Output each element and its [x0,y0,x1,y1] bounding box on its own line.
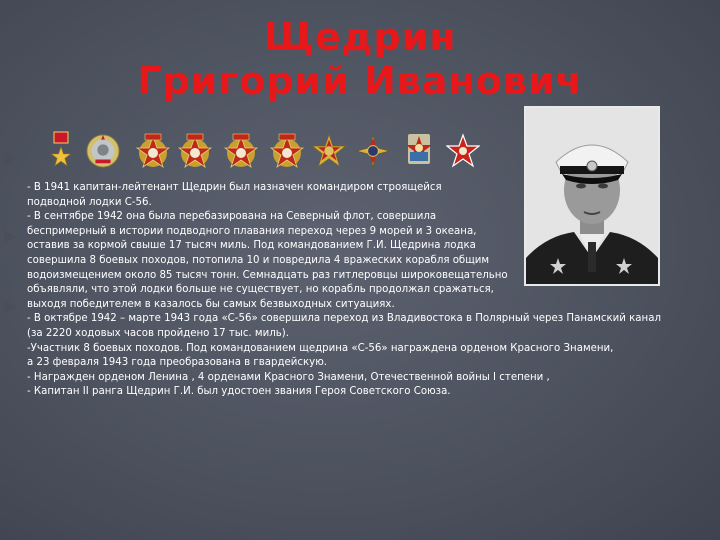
bio-line: беспримерный в истории подводного плавания переход через 9 морей и 3 океана, [27,225,477,237]
bullet-arrow-icon [4,152,16,166]
red-star-order-icon [446,131,480,171]
bio-line: - В 1941 капитан-лейтенант Щедрин был назначен командиром строящейся [27,182,442,193]
red-banner-order-icon [224,131,258,171]
hero-star-medal-icon [44,131,78,171]
biography-text [27,181,707,400]
bio-line: совершила 8 боевых походов, потопила 10 и повредила 4 вражеских корабля общим [27,254,490,266]
bio-line: а 23 февраля 1943 года преобразована в гвардейскую. [27,357,328,369]
patriotic-war-order-icon [312,131,346,171]
red-banner-order-icon [270,131,304,171]
bio-line: (за 2220 ходовых часов пройдено 17 тыс. миль). [27,327,289,339]
bio-line: - Капитан II ранга Щедрин Г.И. был удостоен звания Героя Советского Союза. [27,386,451,398]
bio-line: подводной лодки С-56. [27,196,152,208]
bio-line: - В сентябре 1942 она была перебазирована на Северный флот, совершила [27,211,437,223]
slide-title-line-1: Щедрин [263,15,457,59]
lenin-order-icon [86,131,120,171]
slide-title-line-2: Григорий Иванович [137,59,583,103]
red-banner-order-icon [178,131,212,171]
bio-line: оставив за кормой свыше 17 тысяч миль. Под командованием Г.И. Щедрина лодка [27,240,476,252]
bullet-arrow-icon [4,300,16,314]
bio-line: выходя победителем в казалось бы самых безвыходных ситуациях. [27,298,395,310]
red-banner-order-icon [136,131,170,171]
bio-line: объявляли, что этой лодки больше не существует, но корабль продолжал сражаться, [27,284,494,296]
bio-line: - Награжден орденом Ленина , 4 орденами Красного Знамени, Отечественной войны I степени , [27,371,550,383]
bio-line: -Участник 8 боевых походов. Под командованием щедрина «С-56» награждена орденом Красного Знамени, [27,342,614,354]
bio-line: водоизмещением около 85 тысяч тонн. Семнадцать раз гитлеровцы широковещательно [27,269,508,281]
nakhimov-order-icon [356,131,390,171]
bullet-arrow-icon [4,230,16,244]
red-star-order-icon [402,131,436,171]
bio-line: - В октябре 1942 – марте 1943 года «С-56» совершила переход из Владивостока в Полярный через Панамский канал [27,313,661,325]
